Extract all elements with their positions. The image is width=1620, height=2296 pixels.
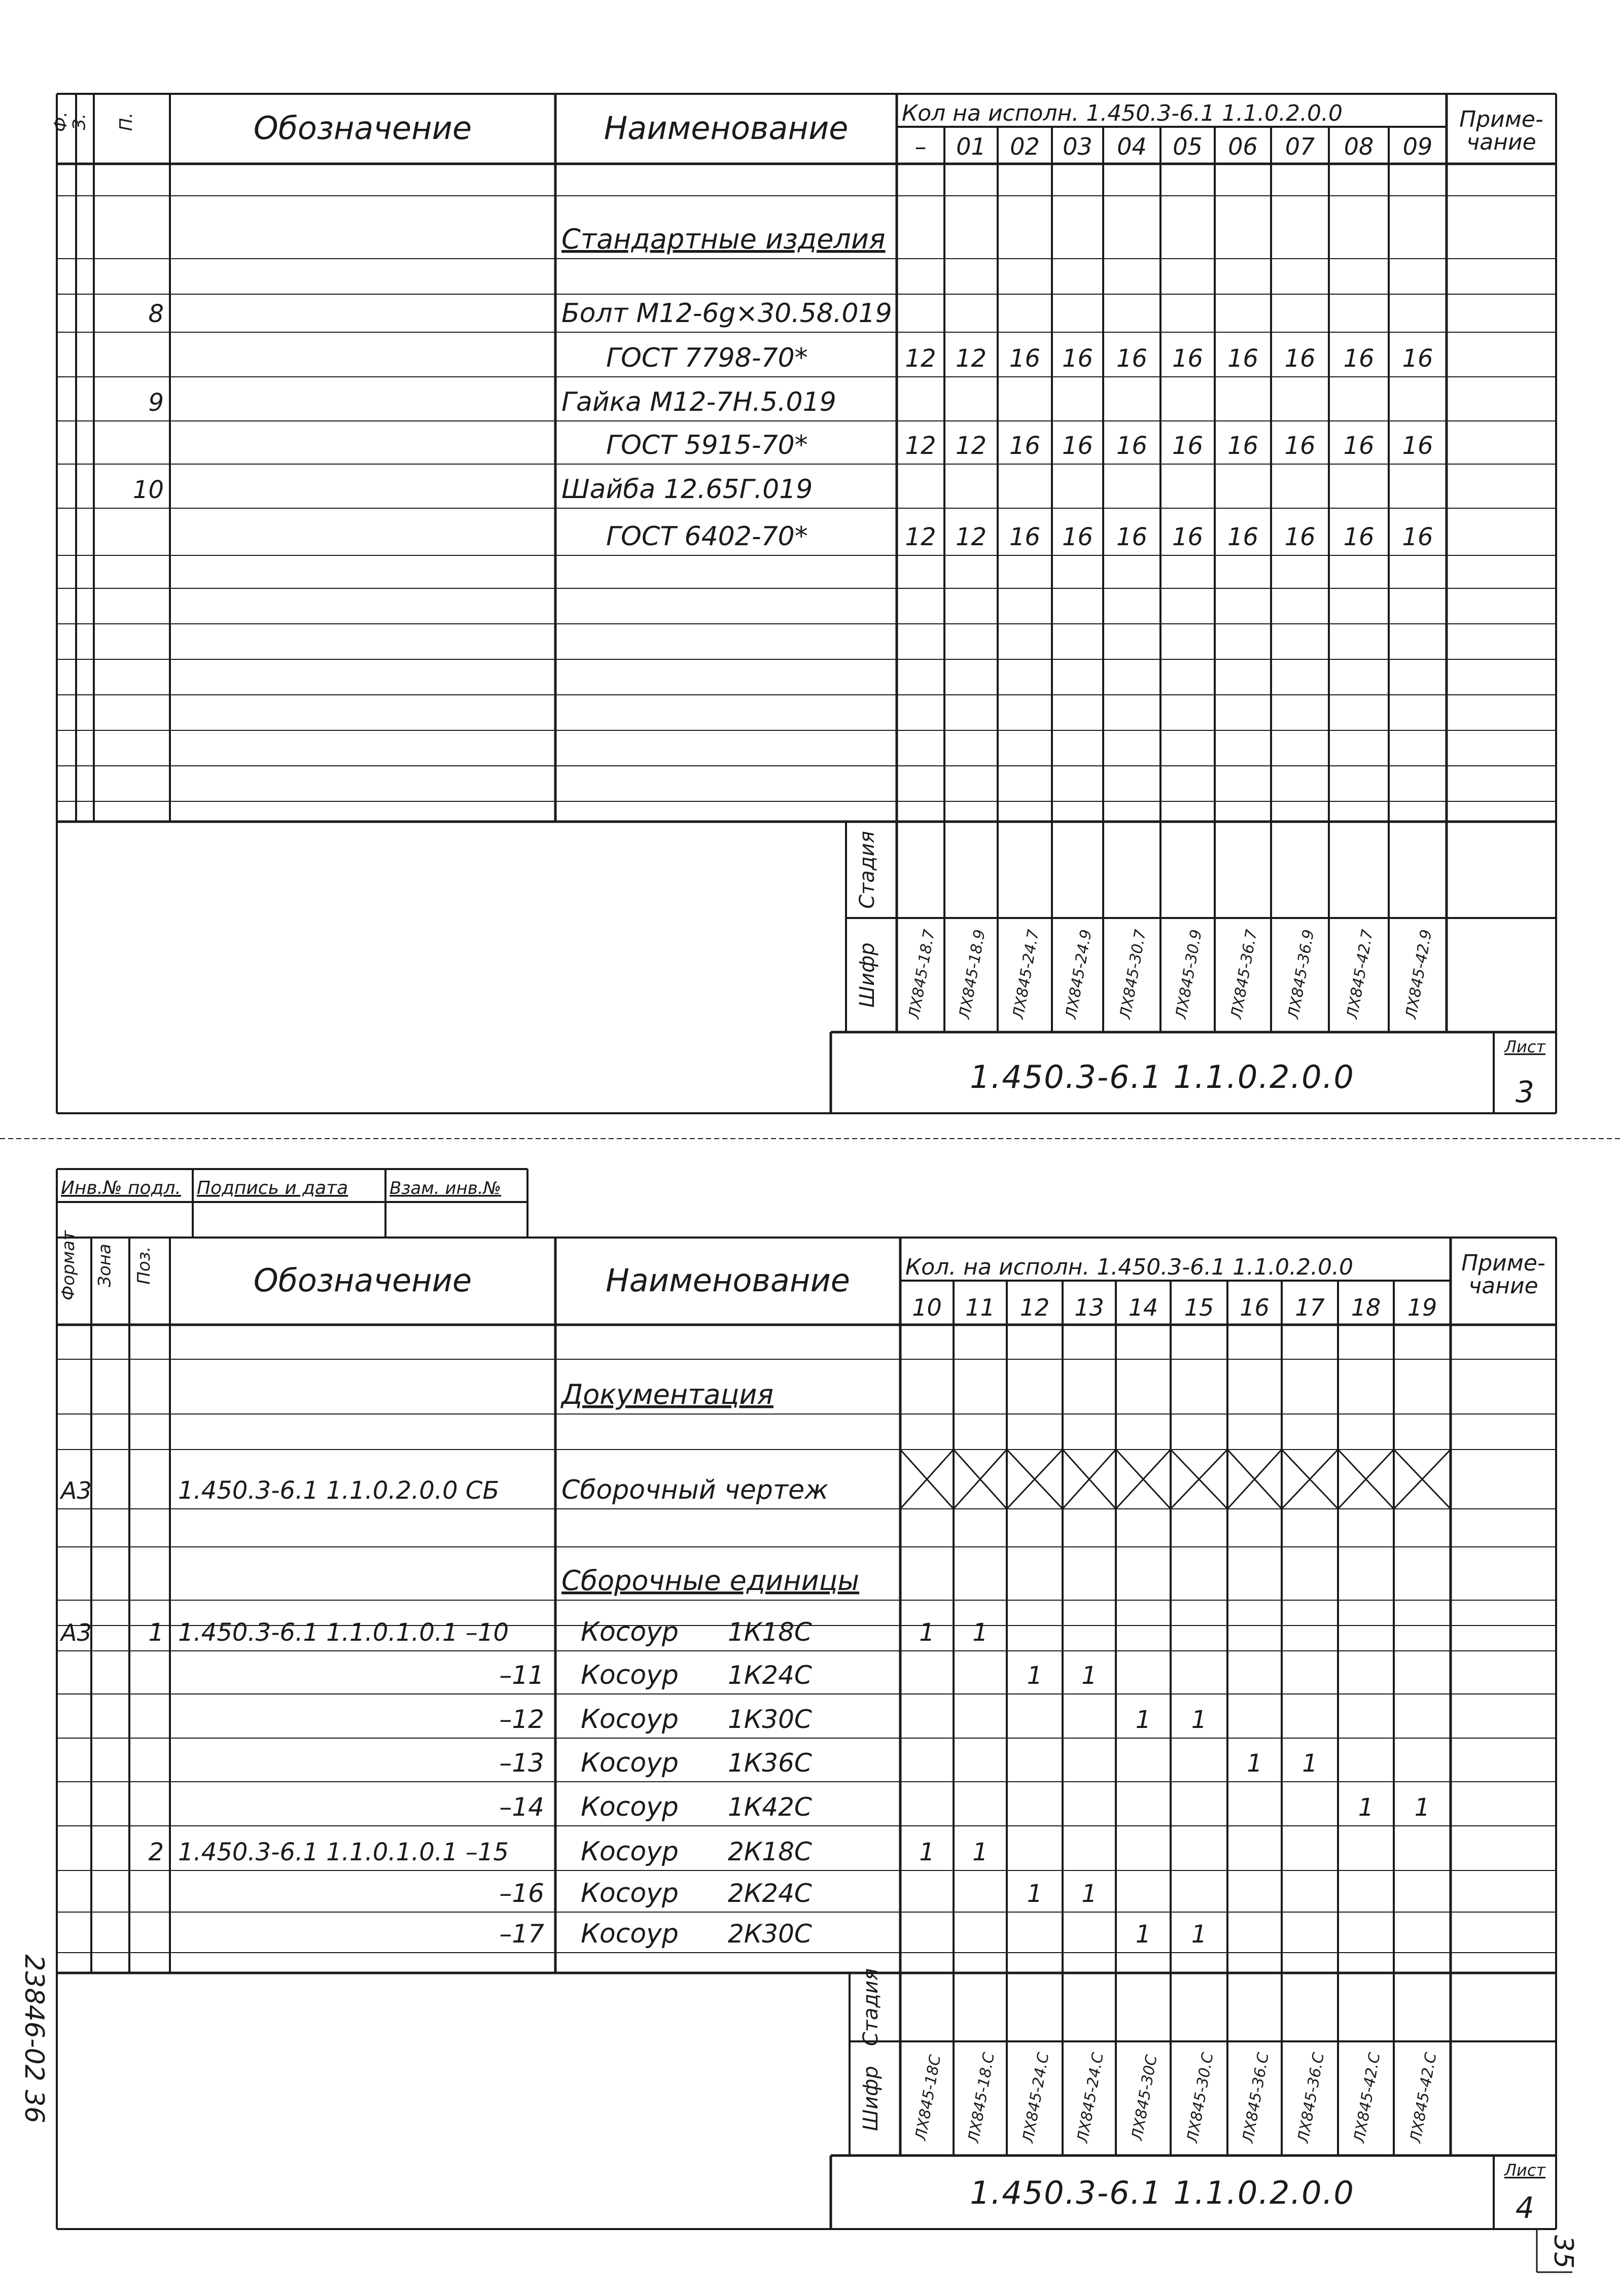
replacement-stamp-label: Взам. инв.№ [390,1178,502,1198]
item-code-cell: 1К36С [728,1748,812,1778]
quantity-cell: 16 [1009,523,1041,551]
inventory-stamp-label: Инв.№ подл. [61,1178,181,1198]
quantity-cell: 16 [1284,344,1316,373]
item-code-cell: 2К30С [728,1919,812,1949]
quantity-cell: 16 [1172,432,1204,460]
note-header-line-2: чание [1468,1273,1538,1299]
position-cell: 10 [132,476,164,504]
variant-code: ЛХ845-24.С [1019,2051,1053,2144]
name-cell: Косоур [581,1878,679,1909]
variant-header: 05 [1173,133,1203,160]
variant-header: 14 [1128,1294,1158,1321]
quantity-cell: 1 [1414,1793,1430,1822]
designation-cell: 1.450.3-6.1 1.1.0.2.0.0 СБ [178,1476,500,1505]
quantity-cell: 1 [1027,1662,1043,1690]
variant-code: ЛХ845-42.7 [1343,928,1377,1020]
sheet-number: 3 [1516,1075,1534,1109]
variant-code: ЛХ845-18.9 [956,928,989,1020]
position-column-label: П. [116,112,136,131]
item-code-cell: 1К24С [728,1661,812,1690]
variant-code: ЛХ845-24.С [1074,2051,1107,2144]
variant-header: 04 [1117,133,1147,160]
quantity-cell: 16 [1116,344,1148,373]
quantity-cell: 16 [1284,523,1316,551]
variant-header: 10 [912,1294,942,1321]
format-cell: А3 [61,1477,92,1504]
variant-code: ЛХ845-18С [912,2053,945,2142]
designation-cell: –16 [499,1879,544,1908]
note-header-line-1: Приме- [1461,1250,1545,1276]
variant-code: ЛХ845-18.7 [905,928,939,1020]
variant-header: 17 [1295,1294,1325,1321]
quantity-cell: 16 [1343,432,1375,460]
section-heading: Сборочные единицы [561,1565,860,1597]
position-column-label: Поз. [134,1246,154,1285]
designation-cell: 1.450.3-6.1 1.1.0.1.0.1 –10 [178,1618,509,1647]
signature-stamp-label: Подпись и дата [197,1178,348,1198]
designation-cell: –17 [499,1919,544,1949]
designation-cell: –12 [499,1705,544,1734]
name-cell: ГОСТ 5915-70* [606,430,808,461]
item-code-cell: 2К24С [728,1879,812,1908]
document-number: 1.450.3-6.1 1.1.0.2.0.0 [970,1058,1355,1096]
qty-header: Кол на исполн. 1.450.3-6.1 1.1.0.2.0.0 [902,100,1343,126]
quantity-cell: 16 [1402,523,1433,551]
sheet-label: Лист [1504,1037,1546,1056]
designation-header: Обозначение [253,1262,472,1299]
name-cell: ГОСТ 7798-70* [606,343,808,373]
quantity-cell: 12 [955,344,987,373]
quantity-cell: 1 [972,1618,988,1647]
qty-header: Кол. на исполн. 1.450.3-6.1 1.1.0.2.0.0 [905,1254,1353,1280]
quantity-cell: 16 [1284,432,1316,460]
variant-header: – [914,133,927,160]
variant-code: ЛХ845-36.С [1294,2051,1328,2144]
note-header-line-2: чание [1466,129,1536,155]
quantity-cell: 16 [1062,523,1094,551]
variant-header: 09 [1402,133,1433,160]
position-cell: 8 [148,300,164,328]
variant-code: ЛХ845-36.9 [1284,928,1318,1020]
code-label: Шифр [859,2066,883,2131]
quantity-cell: 16 [1402,432,1433,460]
name-cell: Косоур [581,1919,679,1949]
variant-code: ЛХ845-30.7 [1116,928,1150,1020]
variant-code: ЛХ845-24.9 [1062,928,1096,1020]
quantity-cell: 16 [1062,432,1094,460]
section-heading: Стандартные изделия [561,223,886,255]
name-header: Наименование [604,110,849,147]
quantity-cell: 1 [1191,1920,1207,1949]
variant-header: 08 [1344,133,1374,160]
quantity-cell: 1 [1358,1793,1374,1822]
name-header: Наименование [606,1262,850,1299]
designation-cell: –11 [499,1661,544,1690]
quantity-cell: 16 [1343,344,1375,373]
quantity-cell: 16 [1343,523,1375,551]
variant-header: 01 [956,133,986,160]
quantity-cell: 16 [1172,344,1204,373]
name-cell: Сборочный чертеж [561,1475,828,1505]
quantity-cell: 1 [1191,1706,1207,1734]
quantity-cell: 1 [919,1838,935,1866]
note-header-line-1: Приме- [1459,107,1543,132]
quantity-cell: 16 [1009,432,1041,460]
variant-header: 12 [1019,1294,1050,1321]
variant-code: ЛХ845-18.С [965,2051,998,2144]
variant-code: ЛХ845-24.7 [1009,928,1043,1020]
name-cell: Шайба 12.65Г.019 [561,474,813,505]
item-code-cell: 1К18С [728,1617,812,1647]
quantity-cell: 12 [955,432,987,460]
variant-header: 16 [1240,1294,1270,1321]
code-label: Шифр [856,942,879,1008]
document-number: 1.450.3-6.1 1.1.0.2.0.0 [970,2174,1355,2211]
quantity-cell: 16 [1227,344,1259,373]
variant-code: ЛХ845-42.9 [1402,928,1436,1020]
designation-header: Обозначение [253,110,472,147]
variant-header: 02 [1010,133,1040,160]
quantity-cell: 1 [1302,1749,1318,1778]
quantity-cell: 16 [1172,523,1204,551]
format-column-label: Ф. [51,111,71,132]
sheet-label: Лист [1504,2161,1546,2180]
section-heading: Документация [561,1379,773,1410]
quantity-cell: 12 [955,523,987,551]
quantity-cell: 1 [1027,1880,1043,1908]
variant-code: ЛХ845-42.С [1406,2051,1440,2144]
name-cell: Косоур [581,1792,679,1822]
quantity-cell: 1 [919,1618,935,1647]
zone-column-label: Зона [94,1244,115,1287]
designation-cell: 1.450.3-6.1 1.1.0.1.0.1 –15 [178,1838,509,1866]
quantity-cell: 16 [1009,344,1041,373]
item-code-cell: 1К42С [728,1792,812,1822]
quantity-cell: 12 [905,344,936,373]
variant-code: ЛХ845-30.С [1183,2051,1217,2144]
position-cell: 1 [148,1618,164,1647]
quantity-cell: 1 [1135,1920,1151,1949]
variant-header: 18 [1351,1294,1381,1321]
name-cell: Косоур [581,1704,679,1735]
designation-cell: –13 [499,1748,544,1778]
quantity-cell: 1 [1081,1880,1097,1908]
variant-code: ЛХ845-42.С [1350,2051,1384,2144]
quantity-cell: 1 [972,1838,988,1866]
name-cell: Косоур [581,1748,679,1778]
format-column-label: Формат [58,1230,79,1300]
variant-header: 11 [965,1294,995,1321]
name-cell: Болт М12-6g×30.58.019 [561,298,892,329]
variant-header: 13 [1074,1294,1104,1321]
variant-header: 15 [1184,1294,1214,1321]
variant-header: 03 [1063,133,1093,160]
sheet-number: 4 [1516,2191,1534,2225]
variant-code: ЛХ845-30С [1128,2053,1161,2142]
name-cell: Косоур [581,1617,679,1647]
name-cell: Косоур [581,1660,679,1690]
item-code-cell: 2К18С [728,1837,812,1866]
variant-code: ЛХ845-36.С [1239,2051,1273,2144]
variant-header: 07 [1285,133,1315,160]
inventory-number: 23846-02 36 [19,1954,49,2124]
quantity-cell: 1 [1135,1706,1151,1734]
designation-cell: –14 [499,1792,544,1822]
page-number: 35 [1548,2235,1578,2269]
quantity-cell: 16 [1062,344,1094,373]
name-cell: ГОСТ 6402-70* [606,521,808,552]
quantity-cell: 1 [1081,1662,1097,1690]
quantity-cell: 1 [1247,1749,1262,1778]
quantity-cell: 16 [1227,523,1259,551]
position-cell: 9 [148,388,164,417]
name-cell: Косоур [581,1836,679,1867]
format-cell: А3 [61,1619,92,1646]
zone-column-label: З. [69,113,90,130]
stage-label: Стадия [856,831,879,909]
position-cell: 2 [148,1838,164,1866]
item-code-cell: 1К30С [728,1705,812,1734]
variant-header: 06 [1228,133,1258,160]
variant-code: ЛХ845-30.9 [1172,928,1206,1020]
stage-label: Стадия [859,1968,883,2046]
quantity-cell: 12 [905,523,936,551]
quantity-cell: 16 [1402,344,1433,373]
name-cell: Гайка М12-7Н.5.019 [561,387,836,417]
quantity-cell: 16 [1116,523,1148,551]
variant-header: 19 [1407,1294,1437,1321]
quantity-cell: 12 [905,432,936,460]
quantity-cell: 16 [1227,432,1259,460]
variant-code: ЛХ845-36.7 [1227,928,1261,1020]
quantity-cell: 16 [1116,432,1148,460]
